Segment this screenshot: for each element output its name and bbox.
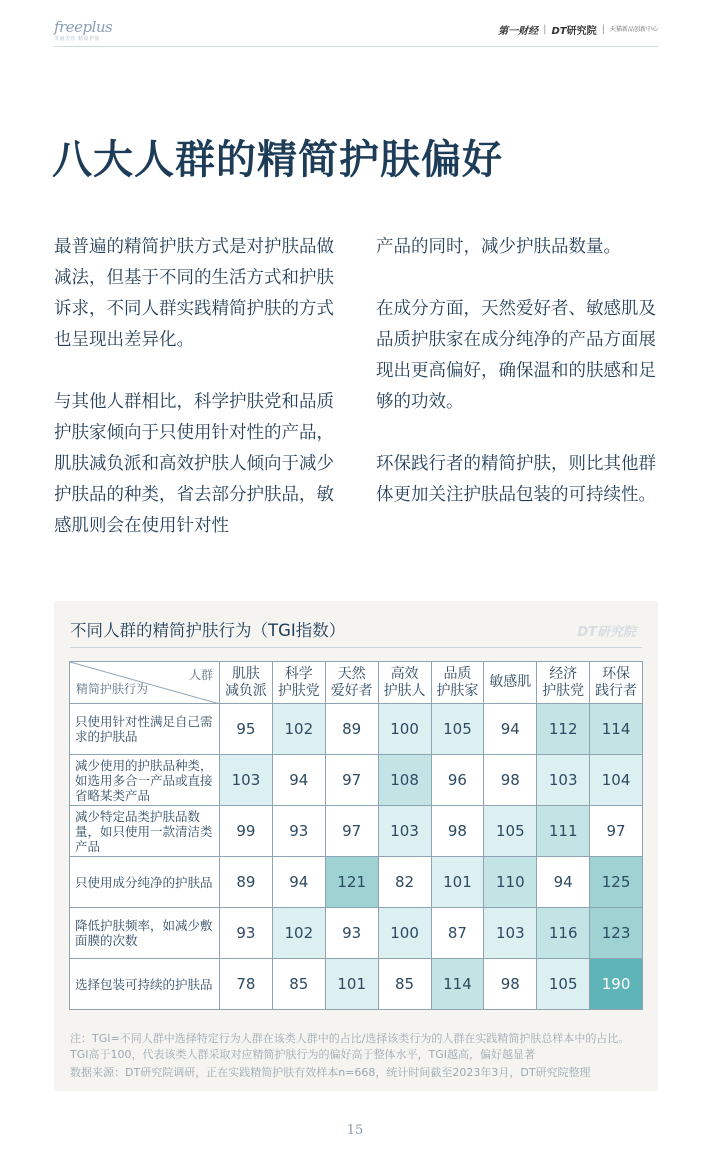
table-row	[70, 806, 643, 857]
column-header	[431, 662, 484, 704]
tgi-value-cell: 100	[378, 908, 431, 959]
tgi-value-cell: 93	[272, 806, 325, 857]
tgi-value-cell: 97	[590, 806, 643, 857]
row-label: 只使用针对性满足自己需求的护肤品	[70, 704, 220, 755]
table-row	[70, 959, 643, 1010]
paragraph: 最普遍的精简护肤方式是对护肤品做减法，但基于不同的生活方式和护肤诉求，不同人群实践精简护肤的方式也呈现出差异化。	[54, 237, 334, 350]
table-title: 不同人群的精简护肤行为（TGI指数）	[70, 621, 346, 640]
tgi-value-cell: 99	[220, 806, 273, 857]
row-label: 降低护肤频率，如减少敷面膜的次数	[70, 908, 220, 959]
column-header-line: 肌肤	[231, 665, 260, 682]
page-title: 八大人群的精简护肤偏好	[52, 137, 503, 183]
partner-logo-tmall: 天猫新品创新中心	[609, 26, 658, 33]
column-header-line: 护肤家	[436, 682, 479, 699]
column-header	[378, 662, 431, 704]
row-label: 减少使用的护肤品种类，如选用多合一产品或直接省略某类产品	[70, 755, 220, 806]
column-header-line: 高效	[390, 665, 419, 682]
tgi-value-cell: 98	[484, 959, 537, 1010]
tgi-value-cell: 85	[272, 959, 325, 1010]
partner-separator: |	[543, 24, 547, 35]
column-header-line: 品质	[443, 665, 472, 682]
tgi-value-cell: 94	[484, 704, 537, 755]
column-header	[590, 662, 643, 704]
row-label: 减少特定品类护肤品数量，如只使用一款清洁类产品	[70, 806, 220, 857]
table-corner-cell	[70, 662, 220, 704]
tgi-value-cell: 105	[431, 704, 484, 755]
tgi-value-cell: 94	[272, 857, 325, 908]
tgi-value-cell: 98	[431, 806, 484, 857]
table-header-row	[70, 662, 643, 704]
tgi-value-cell: 114	[590, 704, 643, 755]
column-header-line: 减负派	[224, 682, 267, 699]
tgi-value-cell: 89	[220, 857, 273, 908]
tgi-value-cell: 103	[537, 755, 590, 806]
column-header-line: 科学	[284, 665, 313, 682]
tgi-value-cell: 105	[537, 959, 590, 1010]
table-row	[70, 704, 643, 755]
tgi-table-panel	[54, 601, 658, 1091]
corner-label-group: 人群	[188, 668, 213, 682]
data-source-note: 数据来源：DT研究院调研，正在实践精简护肤有效样本n=668，统计时间截至2023年3月，DT研究院整理	[70, 1066, 591, 1079]
row-label: 选择包装可持续的护肤品	[70, 959, 220, 1010]
tgi-value-cell: 123	[590, 908, 643, 959]
body-column-right	[376, 232, 661, 542]
tgi-value-cell: 97	[325, 755, 378, 806]
tgi-value-cell: 102	[272, 908, 325, 959]
tgi-value-cell: 78	[220, 959, 273, 1010]
tgi-value-cell: 93	[325, 908, 378, 959]
dt-watermark-logo: DT研究院	[577, 625, 636, 640]
tgi-value-cell: 112	[537, 704, 590, 755]
corner-label-behavior: 精简护肤行为	[76, 682, 149, 696]
tgi-value-cell: 97	[325, 806, 378, 857]
tgi-value-cell: 125	[590, 857, 643, 908]
tgi-value-cell: 95	[220, 704, 273, 755]
page-header	[54, 18, 658, 46]
tgi-value-cell: 87	[431, 908, 484, 959]
column-header-line: 护肤人	[383, 682, 426, 699]
tgi-value-cell: 94	[537, 857, 590, 908]
column-header-line: 践行者	[595, 682, 638, 699]
table-body	[70, 704, 643, 1010]
page-number: 15	[346, 1123, 364, 1138]
tgi-value-cell: 82	[378, 857, 431, 908]
tgi-value-cell: 102	[272, 704, 325, 755]
tgi-value-cell: 114	[431, 959, 484, 1010]
column-header-line: 天然	[337, 665, 366, 682]
partner-separator: |	[601, 24, 605, 35]
column-header-line: 环保	[602, 665, 631, 682]
table-row	[70, 908, 643, 959]
tgi-value-cell: 101	[325, 959, 378, 1010]
paragraph: 在成分方面，天然爱好者、敏感肌及品质护肤家在成分纯净的产品方面展现出更高偏好，确保温和的肤感和足够的功效。	[376, 299, 656, 412]
row-label: 只使用成分纯净的护肤品	[70, 857, 220, 908]
tgi-value-cell: 103	[484, 908, 537, 959]
body-column-left	[54, 232, 344, 573]
header-divider	[54, 46, 658, 47]
column-header	[220, 662, 273, 704]
tgi-value-cell: 105	[484, 806, 537, 857]
paragraph: 产品的同时，减少护肤品数量。	[376, 237, 621, 257]
tgi-value-cell: 121	[325, 857, 378, 908]
table-row	[70, 755, 643, 806]
tgi-value-cell: 104	[590, 755, 643, 806]
tgi-value-cell: 98	[484, 755, 537, 806]
tgi-value-cell: 100	[378, 704, 431, 755]
paragraph: 环保践行者的精简护肤，则比其他群体更加关注护肤品包装的可持续性。	[376, 454, 656, 505]
partner-logo-yicai: 第一财经	[498, 26, 539, 37]
column-header	[484, 662, 537, 704]
column-header-line: 护肤党	[542, 682, 585, 699]
table-row	[70, 857, 643, 908]
brand-logo: freeplus	[54, 18, 113, 36]
table-footnote: 注：TGI=不同人群中选择特定行为人群在该类人群中的占比/选择该类行为的人群在实践精简护肤总样本中的占比。TGI高于100，代表该类人群采取对应精简护肤行为的偏好高于整体水平，TGI越高，偏好越显著	[70, 1032, 630, 1061]
column-header-line: 经济	[549, 665, 578, 682]
tgi-value-cell: 96	[431, 755, 484, 806]
tgi-value-cell: 190	[590, 959, 643, 1010]
column-header	[272, 662, 325, 704]
partner-logos	[498, 22, 658, 37]
tgi-table	[69, 661, 643, 1010]
brand-subtitle: 芙丽芳丝 精简护肤	[54, 36, 101, 42]
tgi-value-cell: 110	[484, 857, 537, 908]
column-header-line: 敏感肌	[489, 674, 532, 690]
tgi-value-cell: 116	[537, 908, 590, 959]
column-header	[325, 662, 378, 704]
tgi-value-cell: 85	[378, 959, 431, 1010]
tgi-value-cell: 111	[537, 806, 590, 857]
partner-logo-dt: DT研究院	[551, 26, 597, 37]
tgi-value-cell: 94	[272, 755, 325, 806]
column-header-line: 爱好者	[330, 682, 373, 699]
tgi-value-cell: 103	[378, 806, 431, 857]
tgi-value-cell: 93	[220, 908, 273, 959]
tgi-value-cell: 101	[431, 857, 484, 908]
tgi-value-cell: 89	[325, 704, 378, 755]
column-header	[537, 662, 590, 704]
tgi-value-cell: 108	[378, 755, 431, 806]
table-title-divider	[70, 647, 642, 648]
column-header-line: 护肤党	[277, 682, 320, 699]
tgi-value-cell: 103	[220, 755, 273, 806]
paragraph: 与其他人群相比，科学护肤党和品质护肤家倾向于只使用针对性的产品，肌肤减负派和高效护肤人倾向于减少护肤品的种类，省去部分护肤品，敏感肌则会在使用针对性	[54, 392, 334, 536]
